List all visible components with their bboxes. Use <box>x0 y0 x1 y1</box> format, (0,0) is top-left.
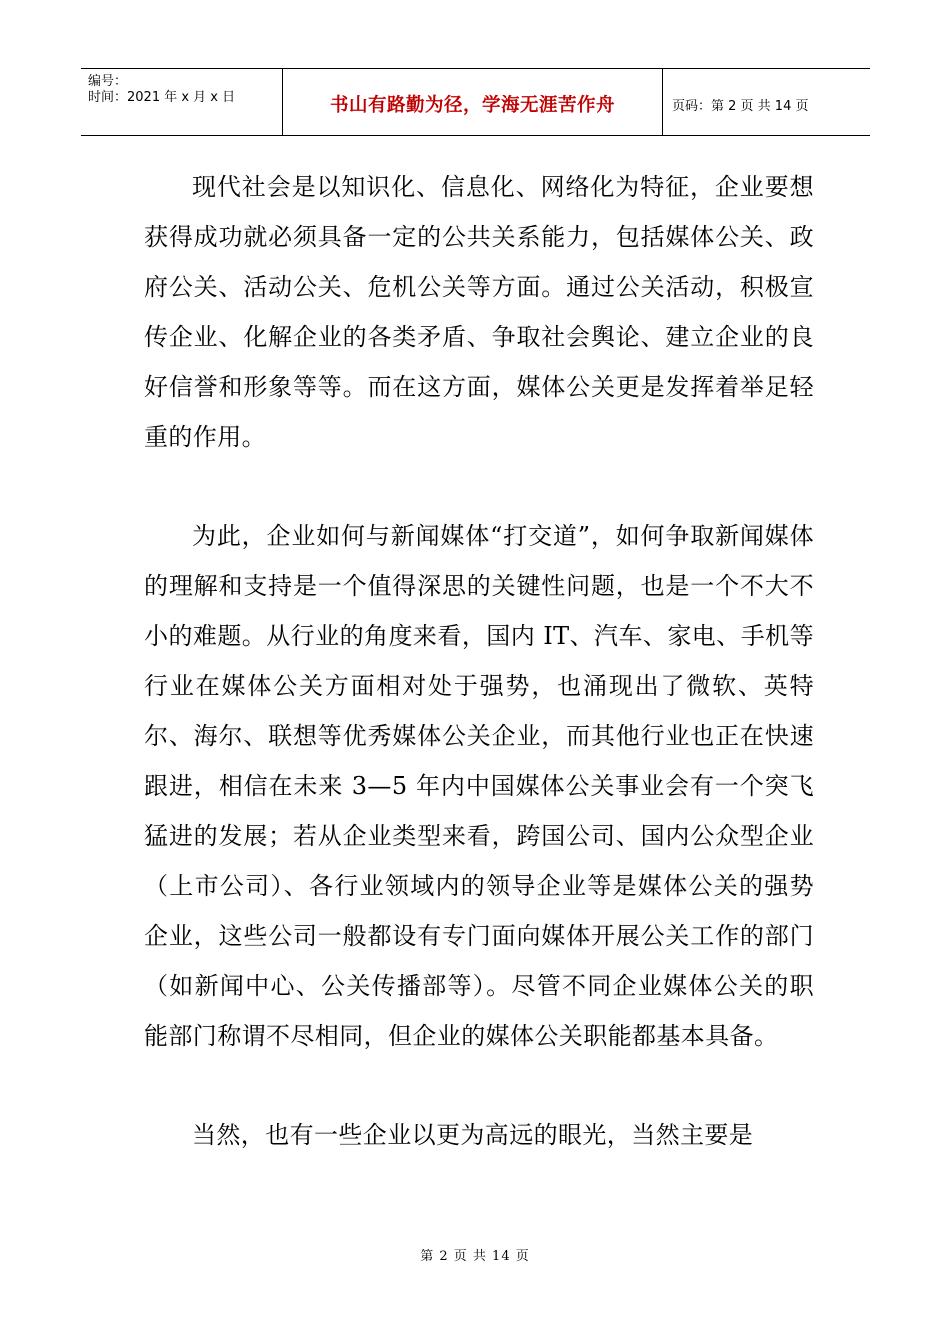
header-page-cell <box>663 69 870 135</box>
document-number-label: 编号： <box>88 74 128 89</box>
header-meta-cell <box>81 69 283 135</box>
document-time-label: 时间：2021 年 x 月 x 日 <box>88 90 236 105</box>
body-paragraph: 当然，也有一些企业以更为高远的眼光，当然主要是 <box>192 1121 754 1149</box>
page-header <box>81 68 870 136</box>
header-motto-cell <box>283 69 663 135</box>
body-paragraph: 现代社会是以知识化、信息化、网络化为特征，企业要想获得成功就必须具备一定的公共关系能力，包括媒体公关、政府公关、活动公关、危机公关等方面。通过公关活动，积极宣传企业、化解企业的各类矛盾、争取社会舆论、建立企业的良好信誉和形象等等。而在这方面，媒体公关更是发挥着举足轻重的作用。 <box>144 173 814 451</box>
header-motto: 书山有路勤为径，学海无涯苦作舟 <box>329 95 615 116</box>
page-footer <box>0 1245 950 1264</box>
header-page-info: 页码：第 2 页 共 14 页 <box>672 98 809 114</box>
body-paragraph: 为此，企业如何与新闻媒体“打交道”，如何争取新闻媒体的理解和支持是一个值得深思的关键性问题，也是一个不大不小的难题。从行业的角度来看，国内 IT、汽车、家电、手机等行业在媒体公关方面相对处于强势，也涌现出了微软、英特尔、海尔、联想等优秀媒体公关企业，而其他行业也正在快速跟进，相信在未来 3—5 年内中国媒体公关事业会有一个突飞猛进的发展；若从企业类型来看，跨国公司、国内公众型企业（上市公司）、各行业领域内的领导企业等是媒体公关的强势企业，这些公司一般都设有专门面向媒体开展公关工作的部门（如新闻中心、公关传播部等）。尽管不同企业媒体公关的职能部门称谓不尽相同，但企业的媒体公关职能都基本具备。 <box>144 522 814 1050</box>
document-body <box>144 162 814 1209</box>
footer-page-number: 第 2 页 共 14 页 <box>420 1249 530 1264</box>
